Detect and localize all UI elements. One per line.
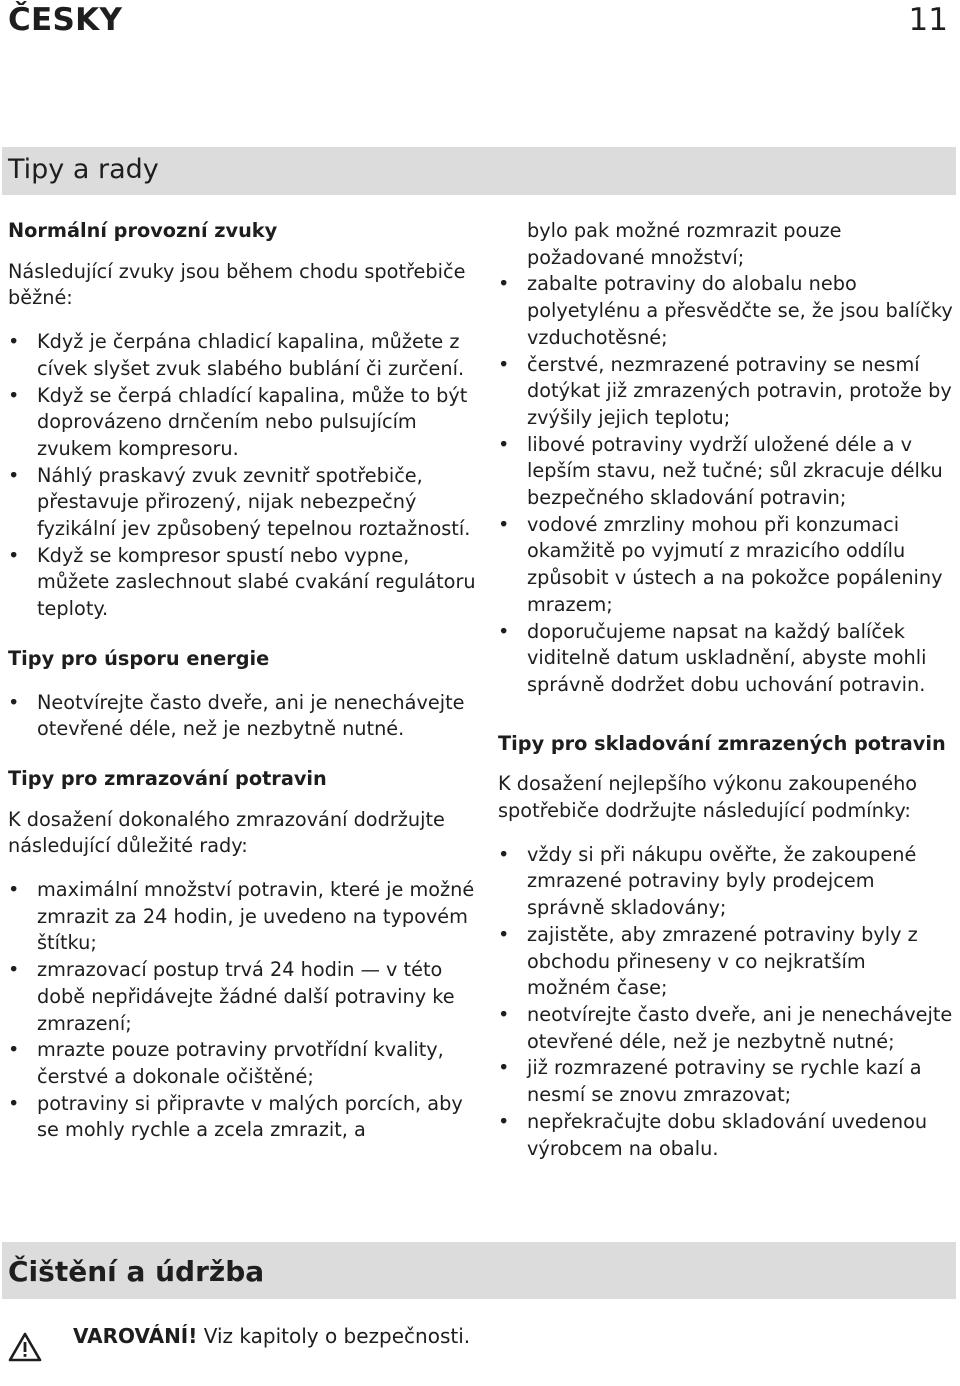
warning-note bbox=[8, 1322, 478, 1350]
bullet: • bbox=[8, 463, 20, 487]
language-label: ČESKY bbox=[8, 2, 123, 38]
bullet: • bbox=[498, 272, 510, 296]
list-item-text: již rozmrazené potraviny se rychle kazí a nesmí se znovu zmrazovat; bbox=[527, 1056, 922, 1107]
bullet: • bbox=[498, 512, 510, 536]
frozen-storage-intro: K dosažení nejlepšího výkonu zakoupeného spotřebiče dodržujte následující podmínky: bbox=[498, 772, 918, 823]
list-item bbox=[8, 383, 480, 463]
page-header bbox=[8, 0, 948, 44]
bullet: • bbox=[498, 432, 510, 456]
list-item bbox=[498, 1002, 954, 1055]
bullet: • bbox=[498, 619, 510, 643]
warning-text bbox=[73, 1322, 478, 1350]
list-item-text: bylo pak možné rozmrazit pouze požadované množství; bbox=[527, 219, 842, 269]
list-item bbox=[498, 271, 954, 351]
bullet: • bbox=[498, 1056, 510, 1080]
heading-freezing: Tipy pro zmrazování potravin bbox=[8, 766, 327, 790]
heading-energy-saving: Tipy pro úsporu energie bbox=[8, 646, 270, 670]
list-item bbox=[8, 329, 480, 382]
section-title-cleaning: Čištění a údržba bbox=[2, 1242, 956, 1299]
list-item bbox=[498, 1055, 954, 1108]
energy-saving-list bbox=[8, 690, 480, 743]
list-item-text: zajistěte, aby zmrazené potraviny byly z obchodu přineseny v co nejkratším možném čase; bbox=[527, 922, 918, 1000]
bullet: • bbox=[8, 383, 20, 407]
list-item-text: zmrazovací postup trvá 24 hodin — v této době nepřidávejte žádné další potraviny ke zmrazení; bbox=[37, 958, 455, 1035]
list-item-text: neotvírejte často dveře, ani je nenechávejte otevřené déle, než je nezbytně nutné; bbox=[527, 1002, 953, 1053]
list-item-text: čerstvé, nezmrazené potraviny se nesmí dotýkat již zmrazených potravin, protože by zvýšily jejich teplotu; bbox=[527, 352, 952, 429]
bullet: • bbox=[498, 842, 510, 866]
right-column bbox=[498, 218, 954, 1162]
list-item-text: Náhlý praskavý zvuk zevnitř spotřebiče, přestavuje přirozený, nijak nebezpečný fyzikální jev způsobený tepelnou roztažností. bbox=[37, 463, 471, 541]
list-item-text: vodové zmrzliny mohou při konzumaci okamžitě po vyjmutí z mrazicího oddílu způsobit v ústech a na pokožce popáleniny mrazem; bbox=[527, 512, 943, 616]
warning-triangle-icon bbox=[8, 1332, 42, 1362]
list-item bbox=[8, 463, 480, 543]
list-item bbox=[8, 690, 480, 743]
list-item bbox=[498, 352, 954, 432]
list-item-text: potraviny si připravte v malých porcích, aby se mohly rychle a zcela zmrazit, a bbox=[37, 1091, 463, 1142]
list-item bbox=[498, 842, 954, 922]
bullet: • bbox=[8, 958, 20, 982]
list-item bbox=[498, 619, 954, 699]
bullet: • bbox=[8, 690, 20, 714]
warning-body: Viz kapitoly o bezpečnosti. bbox=[197, 1324, 471, 1348]
bullet: • bbox=[498, 1002, 510, 1026]
freezing-intro: K dosažení dokonalého zmrazování dodržujte následující důležité rady: bbox=[8, 807, 445, 858]
list-item bbox=[498, 512, 954, 619]
list-item bbox=[8, 1091, 480, 1144]
list-item bbox=[8, 543, 480, 623]
left-column bbox=[8, 218, 480, 1144]
bullet: • bbox=[8, 878, 20, 902]
list-item-text: Když se kompresor spustí nebo vypne, můžete zaslechnout slabé cvakání regulátoru teploty. bbox=[37, 543, 476, 621]
list-item bbox=[8, 1037, 480, 1090]
list-item-text: doporučujeme napsat na každý balíček viditelně datum uskladnění, abyste mohli správně dodržet dobu uchování potravin. bbox=[527, 619, 927, 696]
list-item-text: maximální množství potravin, které je možné zmrazit za 24 hodin, je uvedeno na typovém štítku; bbox=[37, 878, 475, 955]
list-item-text: libové potraviny vydrží uložené déle a v lepším stavu, než tučné; sůl zkracuje délku bezpečného skladování potravin; bbox=[527, 432, 943, 510]
list-item-text: zabalte potraviny do alobalu nebo polyetylénu a přesvědčte se, že jsou balíčky vzduchotěsné; bbox=[527, 272, 953, 349]
list-item bbox=[8, 877, 480, 957]
list-item-text: nepřekračujte dobu skladování uvedenou výrobcem na obalu. bbox=[527, 1109, 928, 1160]
list-item bbox=[8, 957, 480, 1037]
warning-label: VAROVÁNÍ! bbox=[73, 1324, 198, 1348]
bullet: • bbox=[8, 330, 20, 354]
normal-sounds-intro: Následující zvuky jsou během chodu spotřebiče běžné: bbox=[8, 259, 466, 310]
list-item-text: vždy si při nákupu ověřte, že zakoupené zmrazené potraviny byly prodejcem správně skladovány; bbox=[527, 842, 917, 920]
bullet: • bbox=[8, 1091, 20, 1115]
list-item-text: mrazte pouze potraviny prvotřídní kvality, čerstvé a dokonale očištěné; bbox=[37, 1038, 444, 1088]
heading-frozen-storage: Tipy pro skladování zmrazených potravin bbox=[498, 731, 946, 755]
heading-normal-sounds: Normální provozní zvuky bbox=[8, 219, 278, 242]
freezing-list bbox=[8, 877, 480, 1144]
list-item-continuation bbox=[498, 218, 954, 271]
freezing-list-continued bbox=[498, 218, 954, 699]
bullet: • bbox=[8, 1038, 20, 1062]
page-number: 11 bbox=[908, 2, 948, 38]
list-item bbox=[498, 432, 954, 512]
list-item-text: Neotvírejte často dveře, ani je nenechávejte otevřené déle, než je nezbytně nutné. bbox=[37, 690, 465, 741]
section-title-tips: Tipy a rady bbox=[2, 147, 956, 195]
bullet: • bbox=[498, 922, 510, 946]
bullet: • bbox=[498, 352, 510, 376]
bullet: • bbox=[8, 543, 20, 567]
normal-sounds-list bbox=[8, 329, 480, 623]
bullet: • bbox=[498, 1109, 510, 1133]
list-item bbox=[498, 1109, 954, 1162]
list-item-text: Když se čerpá chladící kapalina, může to být doprovázeno drnčením nebo pulsujícím zvukem kompresoru. bbox=[37, 383, 468, 460]
list-item-text: Když je čerpána chladicí kapalina, můžete z cívek slyšet zvuk slabého bublání či zurčení. bbox=[37, 330, 465, 380]
list-item bbox=[498, 922, 954, 1002]
frozen-storage-list bbox=[498, 842, 954, 1162]
